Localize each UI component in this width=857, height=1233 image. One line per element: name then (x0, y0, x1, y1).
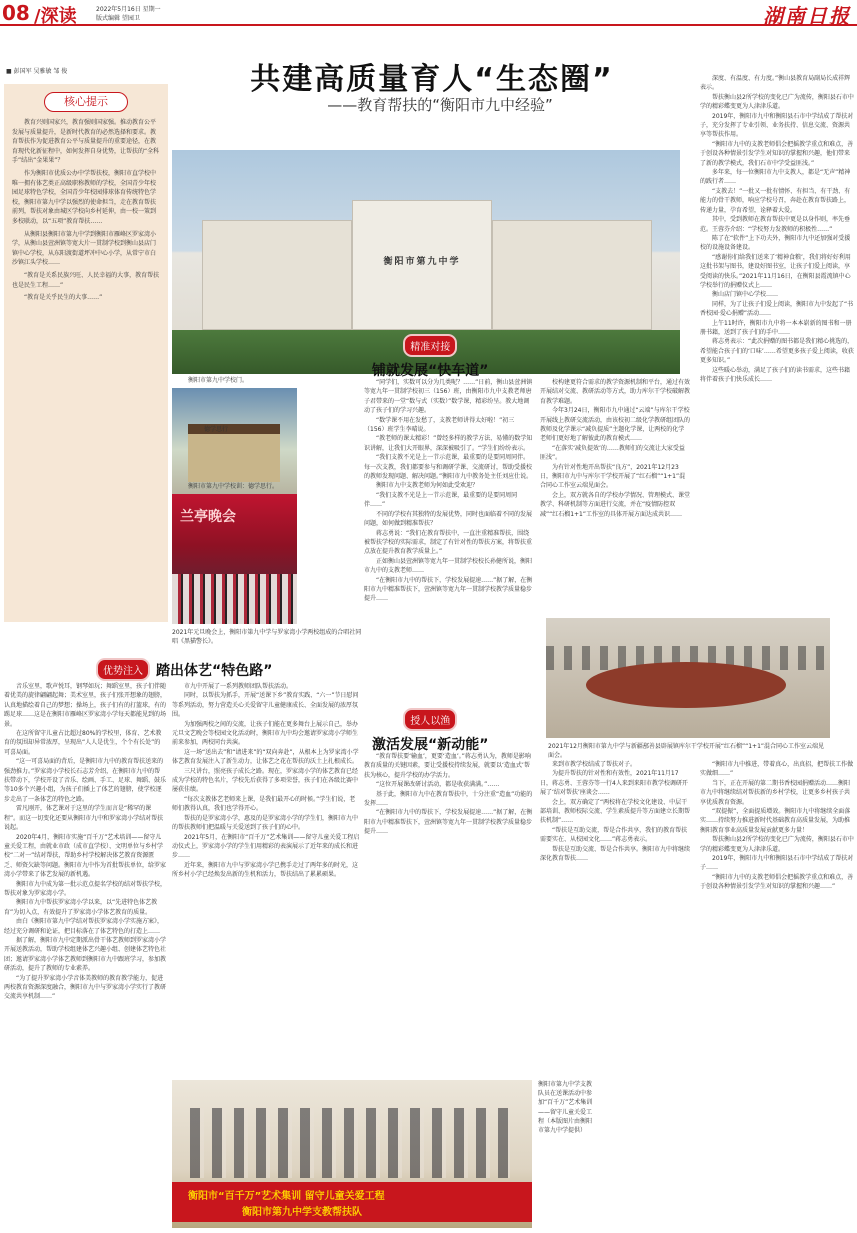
paragraph: 衡山店门镇中心学校…… (712, 291, 779, 299)
page-title: 共建高质量育人“生态圈” (250, 62, 614, 97)
paragraph: 基于此，衡阳市九中在教育帮扶中，十分注重“造血”功能的发挥…… (364, 790, 533, 808)
photo-caption-concert: 2021年元旦晚会上，衡阳市第九中学与罗家湾小学两校组成的合唱社同唱《黑猫警长》。 (172, 629, 362, 645)
paragraph: 据了解，衡阳市九中定期派出骨干体艺教师到罗家湾小学开展送教活动，帮助学校组建体艺兴趣小组、创建体艺特色社团；邀请罗家湾小学体艺教师到衡阳市九中跟班学习，参加教研活动，提升了教师的专业素养。 (4, 936, 166, 973)
paragraph: 帮扶衡山县2所学校的变化已广为流传，衡阳县石市中学的精彩蝶变更为人津津乐道。 (700, 93, 854, 111)
section-tag: 精准对接 (403, 334, 457, 357)
paragraph: “我们支教不光是上一节示范课，最重要的是要同周同伴……” (364, 491, 518, 509)
paragraph: 帮扶的是罗家湾小学，惠及的是罗家湾小学的学生们，衡阳市九中的帮扶教师们把温暖与关爱送到了孩子们的心中。 (172, 814, 359, 832)
video-conference-photo (546, 618, 830, 738)
volunteer-team-photo (172, 1080, 532, 1228)
paragraph: 由白《衡阳市第九中学结对帮扶罗家湾小学实施方案》，经过充分调研和论证，把目标落在了体艺特色的打造上…… (4, 918, 164, 935)
paragraph: 2019年，衡阳市九中和衡阳县石市中学结成了帮扶对子…… (700, 855, 854, 872)
article-column-4 (700, 74, 854, 634)
section-heading: 铺就发展“快车道” (372, 363, 489, 379)
section-tag: 优势注入 (96, 658, 150, 681)
choir-crowd (172, 574, 297, 624)
photo-caption-conference: 2021年12月衡阳市第九中学与新疆鄯善县辟展镇库尔干学校开展“红石榴”“1+1”混合同心工作室云端见面会。 (548, 743, 825, 759)
paragraph: 当下，正在开展的第二期书香校园捐赠活动……衡阳市九中将继续结对帮扶新的乡村学校，让更多乡村孩子共享优质教育资源。 (700, 779, 851, 806)
article-column-6 (540, 760, 690, 1230)
section-title: /深读 (34, 6, 77, 27)
article-column-5b (364, 752, 534, 1074)
article-column-1 (4, 682, 166, 1230)
key-prompt-label: 核心提示 (44, 92, 128, 112)
paragraph: 在这所留守儿童占比超过80%的学校里，体育、艺术教育的氛围却异常浓厚，呈现出“人人是优生，个个有长处”的可喜局面。 (4, 730, 162, 756)
issue-date: 2022年5月16日 星期一 (96, 6, 161, 13)
paragraph: 陈了在“软件”上下功夫外，衡阳市九中还加强对受援校的设施设备建设。 (700, 234, 851, 252)
paragraph: 这些暖心举动，满足了孩子们的读书需求，这些书籍将伴着孩子们快乐成长…… (700, 366, 851, 383)
section-head-precise (372, 334, 488, 380)
banner-text-2: 衡阳市第九中学支教帮扶队 (242, 1207, 362, 1218)
team-members (190, 1108, 510, 1178)
key-prompt-paragraph: 从衡阳县衡阳市第九中学到衡阳市雁峰区罗家湾小学，从衡山县萱洲镇等宽大片一贯制学校到衡山县店门镇中心学校，从东阳渡街道坪冲中心小学，从常宁市白沙镇江头学校…… (12, 230, 157, 267)
paragraph: “支教去！”一批又一批有情怀、有担当、有干劲、有能力的骨干教师，响应学校号召，奔赴在教育帮扶路上，传递力量，孕育希望，诠释着大爱。 (700, 187, 851, 214)
paragraph: “在衡阳市九中的帮扶下，学校发展提速……”据了解，在衡阳市九中精准帮扶下，萱洲镇等宽九年一贯制学校教学质量稳步提升…… (364, 809, 533, 836)
masthead (0, 0, 857, 26)
school-sign: 衡阳市第九中学 (383, 257, 461, 267)
paragraph: 上午11时许，衡阳市九中将一本本崭新的图书和一册册书籍，送到了孩子们的手中…… (700, 319, 852, 336)
paragraph: 帮扶衡山县2所学校的变化已广为流传，衡阳县石市中学的精彩蝶变更为人津津乐道。 (700, 836, 854, 853)
article-column-7 (700, 760, 854, 1230)
motto-gate (188, 424, 280, 482)
paragraph: 会上，双方就各自的学校办学情况、管理模式、课堂教学、科研机制等方面进行交流，并在“疫情防控双减”“红石榴1+1”工作室的具体开展方面达成共识…… (540, 491, 690, 518)
building-right (492, 220, 652, 330)
paragraph: “衡阳市九中推进，带着真心，出真招，把帮扶工作做实做细……” (700, 761, 854, 778)
paragraph: 2019年，衡阳市九中和衡阳县石市中学结成了帮扶对子，充分发挥了专业引领、业务扶持、信息交流、资源共享等帮扶作用。 (700, 112, 854, 139)
paragraph: “我们支教不光是上一节示范课，最重要的是要同周同伴。每一次支教，我们都要参与和调研学课、交流研讨，帮助受援校的教师发现问题、解决问题。”衡阳市九中教务处主任刘应仕说。 (364, 454, 533, 481)
paragraph: 衡阳市九中成为第一批示范点提名学校的结对帮扶学校，帮扶对象为罗家湾小学。 (4, 880, 166, 897)
newspaper-logo: 湖南日报 (763, 4, 851, 28)
article-column-2 (172, 682, 360, 1074)
paragraph: 深度、有温度、有力度。”衡山县教育局副局长成祥辉表示。 (700, 75, 851, 92)
section-tag: 授人以渔 (403, 708, 457, 731)
key-prompt-paragraph: “教育是关系民族兴旺、人民幸福的大事，教育帮扶也是民生工程……” (12, 271, 160, 289)
paragraph: 蒋志勇说：“我们在教育帮扶中，一直注重精准帮扶，围绕被帮扶学校的实际需求，制定了有针对性的帮扶方案，将帮扶重点放在提升教育教学质量上。” (364, 529, 533, 556)
key-prompt-paragraph: “教育是关乎民生的大事……” (24, 294, 103, 302)
paragraph: “同学们，实数可以分为几类呢？……”日前，衡山县萱洲镇等宽九年一贯制学校初三（156）班，由衡阳市九中支教老师唐子君带来的一堂“数与式（实数）”数学课，精彩纷呈。教大地调动了孩子们的学习兴趣。 (364, 379, 533, 415)
paragraph: “教老师的课太精彩！”曾经多样的教学方法、易懂的数学知识讲解，让我们大开眼界，深深被吸引了。“学生们纷纷表示。 (364, 435, 533, 452)
paragraph: 雷凡刚开，体艺课对于这里的学生而言是“稀罕的课程”。而这一切变化还要从衡阳市九中和罗家湾小学结对帮扶说起。 (4, 805, 164, 832)
paragraph: 为提升帮扶的针对性和有效性，2021年11月17日，蒋志勇、王蓉芬等一行4人来到来阳市教学校调研开展了‘结对帮扶’座谈会…… (540, 770, 688, 797)
key-prompt-paragraph: 教育兴则国家兴，教育强则国家强。推动教育公平发展与质量提升，是新时代教育的必然选择和要求。教育帮扶作为促进教育公平与质量提升的重要途径，在教育现代化新征程中，如何发挥自身优势，让帮扶的“全科手”结出“金果果”？ (12, 119, 160, 165)
building-left (202, 220, 352, 330)
section-heading: 激活发展“新动能” (372, 737, 489, 753)
paragraph: “在落实‘减负提效’的……教师们的交流让大家受益匪浅”。 (540, 444, 685, 462)
paragraph: 为有针对性地开出帮扶“良方”，2021年12月23日，衡阳市九中与库尔干学校开展了“红石榴”“1+1”混合同心工作室云端见面会。 (540, 463, 686, 490)
paragraph: “每次支教体艺老师来上课，是我们最开心的时候。”学生们说，老师们教得认真，我们也学得开心。 (172, 795, 356, 813)
paragraph: 蒋志勇表示：“此次捐赠的图书都是我们精心挑选的，希望能合孩子们的‘口味’……希望更多孩子爱上阅读，收获更多知识。” (700, 338, 854, 365)
paragraph: “在衡阳市九中的帮扶下，学校发展提速……”据了解，在衡阳市九中精准帮扶下，萱洲镇等宽九年一贯制学校教学质量稳步提升…… (364, 576, 533, 603)
section-head-empower (372, 708, 488, 754)
paragraph: 不同的学校有其独特的发展优势，同时也面临着不同的发展问题，如何做到精准帮扶？ (364, 510, 533, 528)
paragraph: “衡阳市九中的支教老师倡会把摇教学重点和难点，善于创设各种情景引发学生对知识的掌握和兴趣……” (700, 873, 854, 891)
concert-photo (172, 494, 297, 624)
paragraph: 三尺讲台，照亮孩子成长之路。现在，罗家湾小学的体艺教育已经成为学校的特色名片，学校先后获得了多项荣誉，孩子们在各级比赛中屡获佳绩。 (172, 767, 359, 794)
page-number: 08 (2, 1, 30, 25)
paragraph: 市九中开展了一系列教师团队帮扶活动。 (184, 683, 293, 690)
paragraph: “帮扶是互助交流，帮是合作共享，我们的教育帮扶需要实在、从校园文化……”蒋志勇表示。 (540, 826, 688, 844)
paragraph: “这位开展课改研讨活动，都是收获满满。”…… (376, 781, 500, 789)
paragraph: “双提振”，全面提质增效。衡阳市九中将继续全面落实……持续努力推进新时代基础教育高质量发展，为助推衡阳教育事业高质量发展贡献更多力量！ (700, 808, 851, 834)
paragraph: 今年3月24日，衡阳市九中通过“云端”与库尔干学校开展线上教研交流活动，由该校初二级化学教研组团队的教师及化学课示“减负提质”主题化学课，让两校的化学老师们更好地了解彼此的教育模式…… (540, 407, 690, 443)
article-column-3 (364, 378, 534, 640)
paragraph: 2021年5月，在衡阳市“百千万”艺术集训——留守儿童关爱工程启动仪式上，罗家湾小学的学生们用精彩的表演展示了近年来的成长和进步…… (172, 833, 360, 860)
paragraph: “这一可喜局面的背后，是衡阳市九中的教育帮扶送来的强劲推力。”罗家湾小学校长石志芳介绍，在衡阳市九中的帮扶带动下，学校开设了音乐、绘画、手工、足球、舞蹈、鼓乐等10多个兴趣小组，为孩子们插上了体艺的翅膀，使学校逐步走出了一条体艺的特色之路。 (4, 758, 166, 803)
meeting-table (586, 662, 786, 708)
paragraph: 音乐室里，歌声悦耳，钢琴如玩；舞蹈室里，孩子们伴随着优美的旋律翩翩起舞；美术室里，孩子们张开想象的翅膀，认真地描绘着自己的梦想；操场上，孩子们有的打篮球，有的踢足球……这是在衡阳市雁峰区罗家湾小学每天都能见到的场景。 (4, 683, 166, 728)
paragraph: 正如衡山县萱洲镇等宽九年一贯制学校校长孙健所说，衡阳市九中的支教老师…… (364, 557, 533, 575)
paragraph: 同样，为了让孩子们爱上阅读，衡阳市九中发起了“书香校园·爱心捐赠”活动…… (700, 300, 854, 318)
section-head-advantage (96, 658, 272, 681)
paragraph: 会上，双方确定了“两校将在学校文化建设、中层干部培训、教师校际交流、学生素质提升等方面建立长期帮扶机制”…… (540, 798, 690, 825)
photo-caption-motto: 衡阳市第九中学校训：德学思行。 (188, 483, 279, 490)
key-prompt-paragraph: 作为衡阳市优质公办中学帮扶校，衡阳市直学校中唯一拥有体艺类正高级职称教师的学校，全国青少年校园足球特色学校，全国青少年校园排球体育传统特色学校，衡阳市第九中学以强烈的使命担当，走在教育帮扶前列，帮扶对象由城区学校向乡村延伸，由一校一策到多校联动，以“五项”教育帮扶…… (12, 169, 157, 225)
motto-text: 德学思行 (204, 426, 229, 433)
page-subtitle: ——教育帮扶的“衡阳市九中经验” (327, 96, 553, 114)
paragraph: 帮扶是互助交流、帮是合作共享。衡阳市九中将继续深化教育帮扶…… (540, 845, 690, 863)
photo-caption-team: 衡阳市第九中学支教队员在送课活动中参加“百千万”艺术集训——留守儿童关爱工程（本版图片由衡阳市第九中学提供） (538, 1081, 593, 1135)
paragraph: 这一场“送出去”和“请进来”的“双向奔赴”，从根本上为罗家湾小学体艺教育发展注入了新生动力，让体艺之花在帮扶的沃土上扎根成长。 (172, 748, 359, 766)
paragraph: 2020年4月，衡阳市实施“百千万”艺术培训——留守儿童关爱工程，由就业市政（成市直学校）、文明单位与乡村学校“二对一”结对帮扶，帮助乡村学校解决体艺教育资源匮乏、师资欠缺等问题。衡阳市九中作为首批帮扶单位，给罗家湾小学带来了体艺发展的新机遇。 (4, 833, 166, 879)
paragraph: 为加强两校之间的交流，让孩子们能在更多舞台上展示自己，举办元旦文艺晚会等校园文化活动时，衡阳市九中均会邀请罗家湾小学师生前来参加，两校同台共演。 (172, 720, 359, 747)
banner-text-1: 衡阳市“百千万”艺术集训 留守儿童关爱工程 (188, 1191, 385, 1202)
article-column-5 (540, 378, 690, 614)
author-byline: ■ 彭国军 吴雅敏 邹 俊 (6, 68, 68, 75)
concert-banner: 兰亭晚会 (180, 509, 236, 525)
paragraph: 衡阳市九中支教老师为何如此受欢迎？ (376, 482, 479, 490)
paragraph: “感谢你们给我们送来了‘精神食粮’，我们将好好利用这批书架与图书，建设好图书室，让孩子们爱上阅读，享受阅读的快乐。”2021年11月16日，在衡阳县霞流镇中心学校举行的捐赠仪式上…… (700, 253, 851, 289)
paragraph: 同时，以帮扶为抓手，开展“送课下乡”教育实践、“六一”节日慰问等系列活动，努力营造关心关爱留守儿童健康成长、全面发展的浓厚氛围。 (172, 692, 359, 719)
section-heading: 踏出体艺“特色路” (156, 662, 273, 679)
paragraph: 来到市教学校结成了帮扶对子。 (552, 761, 637, 768)
paragraph: 校构建更符合需求的教学资源机制和平台，通过有效开展结对交流、教研活动等方式，助力库尔干学校破解教育教学难题。 (540, 379, 690, 405)
photo-caption-gate: 衡阳市第九中学校门。 (188, 377, 249, 384)
paragraph: “为了提升罗家湾小学音体美教师的教育教学能力，促进两校教育资源深度融合，衡阳市九中与罗家湾小学实行了教研交流共享机制……” (4, 974, 166, 1001)
paragraph: 衡阳市九中帮扶罗家湾小学以来，以“先进特色体艺教育”为切入点，有效提升了罗家湾小学体艺教育的质量。 (4, 899, 158, 916)
paragraph: “数学课不用在发愁了，支教老师讲得太好啦！”初三（156）班学生李晴说。 (364, 416, 515, 434)
key-prompt-box (4, 84, 168, 622)
paragraph: 近年来，衡阳市九中与罗家湾小学已携手走过了两年多的时光，这所乡村小学已经焕发出新的生机和活力，帮扶结出了累累硕果。 (172, 861, 359, 879)
paragraph: “教育帮扶要‘输血’，更要‘造血’。”蒋志勇认为，教师是影响教育质量的关键因素，要让受援校持续发展，就要以‘造血式’帮扶为核心，提升学校的办学活力。 (364, 753, 531, 779)
paragraph: 其中，受到教师在教育帮扶中更是以身作则，率先垂范。王蓉芬介绍：“学校努力发教师的积极性……” (700, 216, 851, 233)
layout-editor: 版式编辑 望园卫 (96, 15, 140, 22)
paragraph: “衡阳市九中的支教老师倡会把摇教学重点和难点，善于创设各种情景引发学生对知识的掌握和兴趣，他们带来了新的教学模式，我们石市中学受益匪浅。” (700, 140, 854, 167)
paragraph: 多年来，每一位衡阳市九中支教人，都是“无声”精神的践行者…… (700, 169, 851, 186)
